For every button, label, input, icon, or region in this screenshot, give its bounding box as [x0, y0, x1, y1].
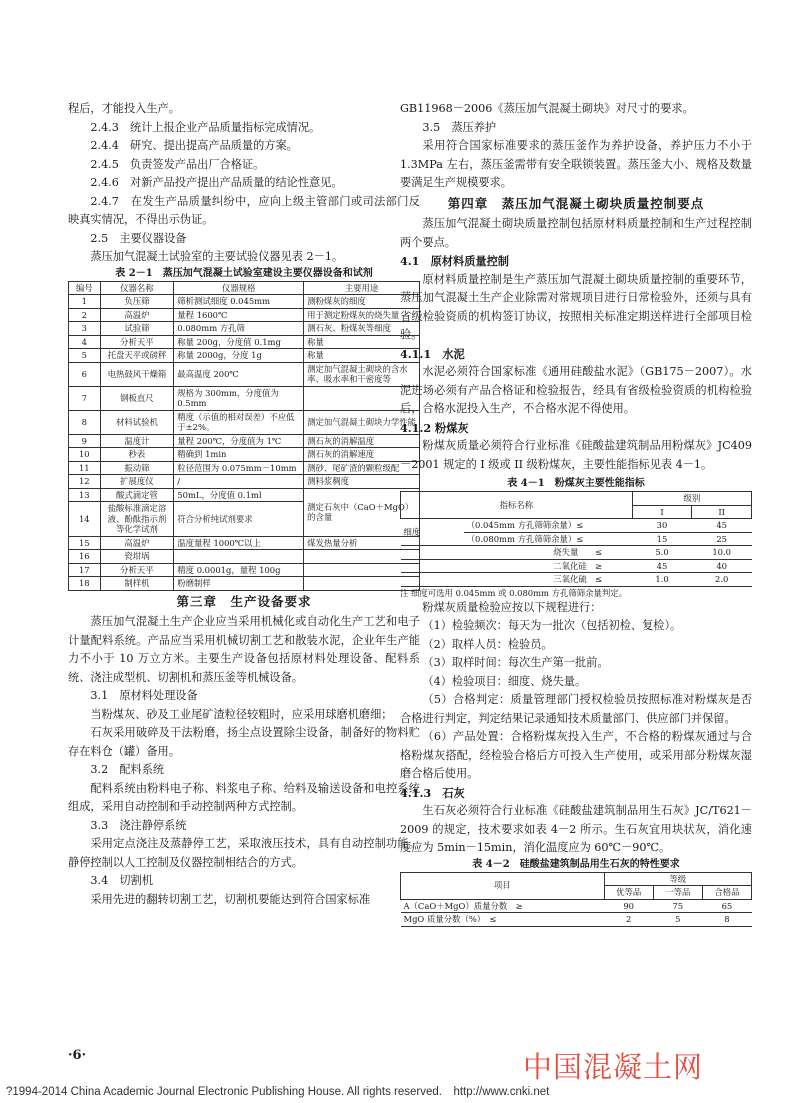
table-cell: 量程 200℃，分度值为 1℃	[174, 434, 304, 448]
table-cell: 烧失量 ≤	[401, 546, 633, 560]
table-header-row	[69, 281, 420, 295]
table-row	[69, 349, 420, 363]
table-row	[69, 475, 420, 489]
table-cell: 13	[69, 488, 101, 502]
table-cell: 8	[702, 913, 751, 927]
paragraph: 粉煤灰质量必须符合行业标准《硅酸盐建筑制品用粉煤灰》JC409－2001 规定的 I 级或 II 级粉煤灰，主要性能指标见表 4－1。	[400, 439, 752, 471]
table-row	[69, 550, 420, 564]
table-cell: 5	[653, 913, 702, 927]
table-cell: 筛析测试细度 0.045mm	[174, 295, 304, 309]
table-cell: 测砂、尾矿渣的颗粒级配	[304, 461, 420, 475]
table-cell: 17	[69, 563, 101, 577]
table-cell: 测定石灰中（CaO＋MgO）的含量	[304, 488, 420, 536]
table-header: 合格品	[702, 886, 751, 900]
table-cell: 煤发热量分析	[304, 536, 420, 550]
table-header: II	[692, 505, 752, 519]
table-cell: 1	[69, 295, 101, 309]
table-cell: 11	[69, 461, 101, 475]
table-cell: 9	[69, 434, 101, 448]
table-cell: 测定加气混凝土砌块的含水率、吸水率和干密度等	[304, 362, 420, 386]
section-heading-4-1-2: 4.1.2 粉煤灰	[400, 420, 469, 435]
list-item: （1）检验频次：每天为一批次（包括初检、复检）。	[422, 619, 682, 632]
table-cell: 细度	[401, 519, 464, 546]
table-cell: 粉磨制样	[174, 577, 304, 591]
chapter-heading-3: 第三章 生产设备要求	[176, 593, 312, 609]
table-cell: 测石灰、粉煤灰等细度	[304, 322, 420, 336]
section-heading-3-2: 3.2 配料系统	[90, 763, 165, 776]
table-cell: 规格为 300mm，分度值为 0.5mm	[174, 386, 304, 410]
table-caption: 表 2－1 蒸压加气混凝土试验室建设主要仪器设备和试剂	[115, 267, 373, 279]
table-cell: 负压筛	[100, 295, 174, 309]
table-cell: 精确到 1min	[174, 448, 304, 462]
paragraph: 配料系统由粉料电子称、料浆电子称、给料及输送设备和电控系统组成，采用自动控制和手动控制两种方式控制。	[68, 781, 420, 813]
table-row	[69, 386, 420, 410]
table-cell: 8	[69, 410, 101, 434]
paragraph: 粉煤灰质量检验应按以下规程进行：	[422, 600, 602, 614]
section-heading-3-1: 3.1 原材料处理设备	[90, 689, 198, 702]
table-cell: A（CaO＋MgO）质量分数 ≥	[401, 899, 605, 913]
table-cell: 高温炉	[100, 308, 174, 322]
table-cell: 二氧化硅 ≥	[401, 559, 633, 573]
paragraph: 当粉煤灰、砂及工业尾矿渣粒径较粗时，应采用球磨机磨细；	[90, 707, 393, 721]
table-cell: 6	[69, 362, 101, 386]
table-cell: 盐酸标准滴定溶液、酚酞指示剂等化学试剂	[100, 502, 174, 537]
paragraph: 蒸压加气混凝土生产企业应当采用机械化或自动化生产工艺和电子计量配料系统。产品应当采用机械切割工艺和散装水泥，企业年生产能力不小于 10 万立方米。主要生产设备包括原材料处理设备、配料系统、浇注成型机、切割机和蒸压釜等机械设备。	[68, 615, 420, 684]
right-column	[400, 100, 752, 927]
paragraph: 采用定点浇注及蒸静停工艺，采取液压技术，具有自动控制功能。静停控制以人工控制及仪器控制相结合的方式。	[68, 837, 420, 869]
table-cell: 托盘天平或磅秤	[100, 349, 174, 363]
table-row	[69, 410, 420, 434]
table-row	[69, 577, 420, 591]
paragraph: 蒸压加气混凝土砌块质量控制包括原材料质量控制和生产过程控制两个要点。	[400, 217, 752, 249]
table-cell: 称量 2000g，分度 1g	[174, 349, 304, 363]
table-cell: 10.0	[692, 546, 752, 560]
table-cell: 测料浆稠度	[304, 475, 420, 489]
paragraph: GB11968－2006《蒸压加气混凝土砌块》对尺寸的要求。	[400, 102, 694, 115]
clause-2-4-5: 2.4.5 负责签发产品出厂合格证。	[90, 157, 265, 171]
clause-2-4-3: 2.4.3 统计上报企业产品质量指标完成情况。	[90, 120, 321, 134]
table-cell: 粒径范围为 0.075mm－10mm	[174, 461, 304, 475]
table-cell: （0.045mm 方孔筛筛余量）≤	[464, 519, 633, 533]
table-cell: 4	[69, 335, 101, 349]
table-cell: 测石灰的消解速度	[304, 448, 420, 462]
list-item: （5）合格判定：质量管理部门授权检验员按照标准对粉煤灰是否合格进行判定，判定结果记录通知技术质量部门、供应部门并保留。	[400, 693, 752, 725]
table-cell: 12	[69, 475, 101, 489]
table-cell: 制样机	[100, 577, 174, 591]
clause-2-4-6: 2.4.6 对新产品投产提出产品质量的结论性意见。	[90, 176, 343, 189]
table-cell: 用于测定粉煤灰的烧失量	[304, 308, 420, 322]
table-cell: （0.080mm 方孔筛筛余量）≤	[464, 532, 633, 546]
table-cell: 符合分析纯试剂要求	[174, 502, 304, 537]
table-cell: 振动筛	[100, 461, 174, 475]
table-header-row	[401, 492, 752, 506]
table-row	[401, 519, 752, 533]
paragraph: 水泥必须符合国家标准《通用硅酸盐水泥》（GB175－2007）。水泥进场必须有产品合格证和检验报告，经具有省级检验资质的机构检验后，合格水泥投入生产，不合格水泥不得使用。	[400, 365, 752, 415]
section-heading-4-1: 4.1 原材料质量控制	[400, 254, 509, 268]
table-cell: 65	[702, 899, 751, 913]
table-cell: 15	[69, 536, 101, 550]
table-row	[69, 295, 420, 309]
table-header: 指标名称	[401, 492, 633, 519]
paragraph: 原材料质量控制是生产蒸压加气混凝土砌块质量控制的重要环节，蒸压加气混凝土生产企业除需对常规项目进行日常检验外，还须与具有省级检验资质的机构签订协议，按照相关标准定期送样进行全部项目检验。	[400, 272, 752, 341]
flyash-table	[400, 491, 752, 587]
table-cell: 秒表	[100, 448, 174, 462]
table-header: 项目	[401, 872, 605, 899]
table-cell: 分析天平	[100, 563, 174, 577]
table-cell: 1.0	[632, 573, 692, 587]
table-header: 优等品	[604, 886, 653, 900]
list-item: （3）取样时间：每次生产第一批前。	[422, 656, 609, 669]
table-cell: 最高温度 200℃	[174, 362, 304, 386]
table-cell: 10	[69, 448, 101, 462]
table-note: 注 细度可选用 0.045mm 或 0.080mm 方孔筛筛余量判定。	[400, 587, 628, 598]
table-cell: 15	[632, 532, 692, 546]
paragraph: 蒸压加气混凝土试验室的主要试验仪器见表 2－1。	[90, 250, 344, 263]
section-heading-4-1-3: 4.1.3 石灰	[400, 785, 465, 800]
table-cell: 高温炉	[100, 536, 174, 550]
table-row	[69, 362, 420, 386]
table-cell: 量程 1600℃	[174, 308, 304, 322]
chapter-heading-4: 第四章 蒸压加气混凝土砌块质量控制要点	[447, 195, 705, 211]
table-header-row	[401, 872, 752, 886]
section-heading-3-4: 3.4 切割机	[90, 874, 153, 887]
table-row	[69, 434, 420, 448]
table-row	[69, 308, 420, 322]
table-row	[401, 573, 752, 587]
table-cell: 3	[69, 322, 101, 336]
table-cell: 测粉煤灰的细度	[304, 295, 420, 309]
table-header: I	[632, 505, 692, 519]
table-cell: 试验筛	[100, 322, 174, 336]
table-cell: MgO 质量分数（%） ≤	[401, 913, 605, 927]
table-cell: 精度（示值的相对误差）不应低于±2%。	[174, 410, 304, 434]
table-cell: 精度 0.0001g，量程 100g	[174, 563, 304, 577]
clause-2-4-4: 2.4.4 研究、提出提高产品质量的方案。	[90, 139, 298, 152]
table-cell: 5	[69, 349, 101, 363]
table-cell: 45	[632, 559, 692, 573]
table-cell: 温度量程 1000℃以上	[174, 536, 304, 550]
table-cell: 0.080mm 方孔筛	[174, 322, 304, 336]
table-header: 主要用途	[304, 281, 420, 295]
table-cell: 酸式滴定管	[100, 488, 174, 502]
clause-2-4-7: 2.4.7 在发生产品质量纠纷中，应向上级主管部门或司法部门反映真实情况，不得出示伪证。	[68, 194, 420, 226]
paragraph: 采用符合国家标准要求的蒸压釜作为养护设备，养护压力不小于 1.3MPa 左右，蒸压釜需带有安全联锁装置。蒸压釜大小、规格及数量要满足生产规模要求。	[400, 139, 752, 189]
table-cell: 14	[69, 502, 101, 537]
table-cell: 2	[69, 308, 101, 322]
table-cell	[174, 550, 304, 564]
table-cell: 2.0	[692, 573, 752, 587]
table-row	[401, 546, 752, 560]
list-item: （6）产品处置：合格粉煤灰投入生产，不合格的粉煤灰通过与合格粉煤灰搭配，经检验合格后方可投入生产使用，或采用部分粉煤灰湿磨合格后使用。	[400, 730, 752, 780]
table-cell: 称量	[304, 335, 420, 349]
list-item: （2）取样人员：检验员。	[422, 637, 553, 651]
table-cell: 扩展度仪	[100, 475, 174, 489]
table-cell: 瓷坩埚	[100, 550, 174, 564]
table-cell: 2	[604, 913, 653, 927]
table-row	[69, 488, 420, 502]
section-heading-3-3: 3.3 浇注静停系统	[90, 818, 187, 832]
table-cell: 30	[632, 519, 692, 533]
paragraph: 程后，才能投入生产。	[68, 102, 180, 115]
table-cell: 钢板直尺	[100, 386, 174, 410]
table-header: 仪器名称	[100, 281, 174, 295]
table-header: 等级	[604, 872, 751, 886]
table-cell: /	[174, 475, 304, 489]
table-cell: 25	[692, 532, 752, 546]
table-row	[69, 536, 420, 550]
table-cell: 三氧化硫 ≤	[401, 573, 633, 587]
table-cell: 5.0	[632, 546, 692, 560]
table-cell: 18	[69, 577, 101, 591]
paragraph: 石灰采用破碎及干法粉磨，扬尘点设置除尘设备，制备好的物料贮存在料仓（罐）备用。	[68, 726, 420, 758]
table-cell: 90	[604, 899, 653, 913]
table-cell: 7	[69, 386, 101, 410]
page-number: ·6·	[68, 1048, 87, 1063]
list-item: （4）检验项目：细度、烧失量。	[422, 674, 587, 688]
lime-table	[400, 872, 752, 927]
table-header: 编号	[69, 281, 101, 295]
copyright-footer: ?1994-2014 China Academic Journal Electronic Publishing House. All rights reserved. http://www.cnki.net	[6, 1086, 550, 1098]
left-column	[68, 100, 420, 909]
table-cell: 40	[692, 559, 752, 573]
section-heading-3-5: 3.5 蒸压养护	[422, 120, 497, 134]
paragraph: 生石灰必须符合行业标准《硅酸盐建筑制品用生石灰》JC/T621－2009 的规定，技术要求如表 4－2 所示。生石灰宜用块状灰，消化速度应为 5min－15min，消化温度应为 60℃－90℃。	[400, 804, 752, 854]
table-row	[69, 322, 420, 336]
table-header: 仪器规格	[174, 281, 304, 295]
table-cell: 16	[69, 550, 101, 564]
table-cell: 称量	[304, 349, 420, 363]
table-cell: 材料试验机	[100, 410, 174, 434]
table-header: 级别	[632, 492, 751, 506]
table-body	[69, 295, 420, 591]
table-row	[401, 913, 752, 927]
table-caption: 表 4－1 粉煤灰主要性能指标	[507, 478, 645, 489]
section-heading-4-1-1: 4.1.1 水泥	[400, 346, 465, 361]
table-caption: 表 4－2 硅酸盐建筑制品用生石灰的特性要求	[472, 858, 680, 870]
table-cell: 分析天平	[100, 335, 174, 349]
table-cell: 75	[653, 899, 702, 913]
equipment-table	[68, 281, 420, 591]
table-row	[69, 461, 420, 475]
table-row	[69, 563, 420, 577]
table-cell: 测石灰的消解温度	[304, 434, 420, 448]
table-cell: 50mL，分度值 0.1ml	[174, 488, 304, 502]
table-cell: 测定加气混凝土砌块力学性能	[304, 410, 420, 434]
table-row	[69, 335, 420, 349]
paragraph: 采用先进的翻转切割工艺，切割机要能达到符合国家标准	[90, 892, 371, 906]
table-row	[401, 559, 752, 573]
table-row	[69, 448, 420, 462]
table-cell: 电热鼓风干燥箱	[100, 362, 174, 386]
table-cell: 称量 200g，分度值 0.1mg	[174, 335, 304, 349]
section-heading-2-5: 2.5 主要仪器设备	[90, 231, 187, 245]
table-row	[401, 899, 752, 913]
table-cell: 45	[692, 519, 752, 533]
table-header: 一等品	[653, 886, 702, 900]
watermark-logo: 中国混凝土网	[523, 1050, 704, 1084]
table-cell: 温度计	[100, 434, 174, 448]
